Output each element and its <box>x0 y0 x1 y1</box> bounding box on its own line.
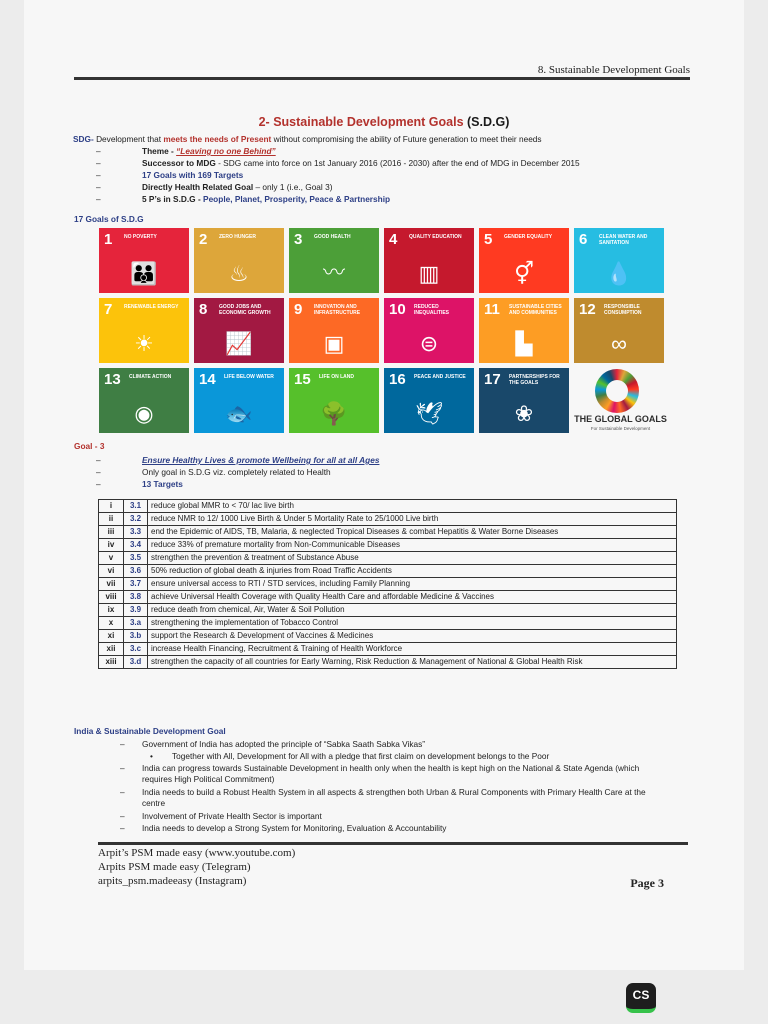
table-row <box>99 630 677 643</box>
sdg-tile-2 <box>194 228 284 293</box>
goals-heading: 17 Goals of S.D.G <box>74 214 144 224</box>
footer-telegram: Arpits PSM made easy (Telegram) <box>98 861 251 873</box>
goal3-heading: Goal - 3 <box>74 441 105 451</box>
tree-icon: 🌳 <box>320 401 348 426</box>
sdg-tile-7 <box>99 298 189 363</box>
target-number-cell: 3.9 <box>124 604 148 617</box>
growth-chart-icon: 📈 <box>225 331 253 356</box>
sdg-label: SDG- <box>73 134 94 144</box>
target-number-cell: 3.a <box>124 617 148 630</box>
india-point-3: India needs to build a Robust Health System in all aspects & strengthen both Urban & Rural Components with Primary Health Care at the centre <box>142 787 646 808</box>
target-number-cell: 3.4 <box>124 539 148 552</box>
sdg-tile-label: ZERO HUNGER <box>219 234 256 240</box>
sdg-tile-12 <box>574 298 664 363</box>
sdg-tile-number: 12 <box>579 301 596 318</box>
table-row <box>99 617 677 630</box>
roman-numeral-cell: viii <box>99 591 124 604</box>
title-main: 2- Sustainable Development Goals <box>258 115 464 129</box>
target-text-cell: achieve Universal Health Coverage with Quality Health Care and affordable Medicine & Vaccines <box>148 591 677 604</box>
dove-icon: 🕊 <box>415 401 443 426</box>
sdg-def-highlight: meets the needs of Present <box>163 134 272 144</box>
roman-numeral-cell: xiii <box>99 656 124 669</box>
goals-count-point: 17 Goals with 169 Targets <box>142 170 244 180</box>
sdg-tile-number: 10 <box>389 301 406 318</box>
sdg-tile-number: 7 <box>104 301 113 318</box>
camscanner-badge[interactable]: CS <box>626 983 656 1013</box>
goal3-point-3: 13 Targets <box>142 479 183 489</box>
target-text-cell: ensure universal access to RTI / STD services, including Family Planning <box>148 578 677 591</box>
sdg-tiles-grid <box>99 228 667 434</box>
table-row <box>99 591 677 604</box>
sdg-tile-label: CLIMATE ACTION <box>129 374 172 380</box>
sdg-tile-label: CLEAN WATER AND SANITATION <box>599 234 648 246</box>
footer-youtube: Arpit’s PSM made easy (www.youtube.com) <box>98 847 296 859</box>
equal-icon: ⊜ <box>419 331 439 356</box>
goal3-point-1: Ensure Healthy Lives & promote Wellbeing for all at all Ages <box>142 455 380 465</box>
sun-icon: ☀ <box>134 331 154 356</box>
page-title <box>0 115 768 129</box>
family-icon: 👪 <box>130 261 158 286</box>
theme-point: Theme - “Leaving no one Behind” <box>142 146 276 156</box>
bowl-icon: ♨ <box>229 261 249 286</box>
sdg-tile-number: 2 <box>199 231 208 248</box>
global-goals-title: THE GLOBAL GOALS <box>574 414 667 424</box>
sdg-tile-label: RENEWABLE ENERGY <box>124 304 179 310</box>
roman-numeral-cell: iii <box>99 526 124 539</box>
sdg-tile-number: 11 <box>484 301 500 318</box>
roman-numeral-cell: vi <box>99 565 124 578</box>
sdg-tile-label: INNOVATION AND INFRASTRUCTURE <box>314 304 361 316</box>
target-text-cell: end the Epidemic of AIDS, TB, Malaria, & neglected Tropical Diseases & combat Hepatitis & Water Borne Diseases <box>148 526 677 539</box>
sdg-tile-number: 5 <box>484 231 493 248</box>
footer-rule <box>98 842 688 845</box>
sdg-tile-10 <box>384 298 474 363</box>
target-number-cell: 3.6 <box>124 565 148 578</box>
roman-numeral-cell: ix <box>99 604 124 617</box>
page-number: Page 3 <box>630 876 664 890</box>
footer <box>98 846 295 888</box>
city-icon: ▙ <box>515 331 533 356</box>
sdg-tile-label: LIFE ON LAND <box>319 374 354 380</box>
target-text-cell: strengthening the implementation of Tobacco Control <box>148 617 677 630</box>
target-number-cell: 3.7 <box>124 578 148 591</box>
roman-numeral-cell: iv <box>99 539 124 552</box>
target-text-cell: strengthen the prevention & treatment of Substance Abuse <box>148 552 677 565</box>
target-number-cell: 3.b <box>124 630 148 643</box>
target-number-cell: 3.5 <box>124 552 148 565</box>
table-row <box>99 526 677 539</box>
sdg-tile-4 <box>384 228 474 293</box>
health-goal-point: Directly Health Related Goal – only 1 (i.e., Goal 3) <box>142 182 333 192</box>
global-goals-sub: For Sustainable Development <box>590 426 651 431</box>
target-text-cell: reduce 33% of premature mortality from Non-Communicable Diseases <box>148 539 677 552</box>
table-row <box>99 656 677 669</box>
water-drop-icon: 💧 <box>605 261 633 286</box>
sdg-definition <box>73 134 648 145</box>
target-text-cell: increase Health Financing, Recruitment & Training of Health Workforce <box>148 643 677 656</box>
footer-instagram: arpits_psm.madeeasy (Instagram) <box>98 875 247 887</box>
roman-numeral-cell: x <box>99 617 124 630</box>
table-row <box>99 552 677 565</box>
sdg-tile-number: 9 <box>294 301 303 318</box>
sdg-tile-6 <box>574 228 664 293</box>
table-row <box>99 513 677 526</box>
sdg-tile-5 <box>479 228 569 293</box>
sdg-tile-label: RESPONSIBLE CONSUMPTION <box>604 304 642 316</box>
target-number-cell: 3.3 <box>124 526 148 539</box>
gender-icon: ⚥ <box>514 261 534 286</box>
roman-numeral-cell: v <box>99 552 124 565</box>
chapter-header: 8. Sustainable Development Goals <box>537 64 690 76</box>
table-row <box>99 500 677 513</box>
book-icon: ▥ <box>418 261 440 286</box>
sdg-tile-number: 14 <box>199 371 216 388</box>
sdg-tile-13 <box>99 368 189 433</box>
sdg-tile-15 <box>289 368 379 433</box>
table-row <box>99 604 677 617</box>
roman-numeral-cell: i <box>99 500 124 513</box>
target-text-cell: 50% reduction of global death & injuries from Road Traffic Accidents <box>148 565 677 578</box>
goal3-point-2: Only goal in S.D.G viz. completely related to Health <box>142 467 331 477</box>
sdg-tile-label: PEACE AND JUSTICE <box>414 374 466 380</box>
sdg-tile-number: 13 <box>104 371 121 388</box>
sdg-def-text-1: Development that <box>96 134 162 144</box>
sdg-tile-16 <box>384 368 474 433</box>
sdg-tile-label: LIFE BELOW WATER <box>224 374 274 380</box>
roman-numeral-cell: xii <box>99 643 124 656</box>
global-goals-logo <box>573 369 668 434</box>
sdg-tile-label: PARTNERSHIPS FOR THE GOALS <box>509 374 560 386</box>
india-point-1a: Together with All, Development for All with a pledge that first claim on development belongs to the Poor <box>172 751 550 761</box>
sdg-tile-label: SUSTAINABLE CITIES AND COMMUNITIES <box>509 304 562 316</box>
sdg-def-text-2: without compromising the ability of Future generation to meet their needs <box>273 134 542 144</box>
india-point-1: Government of India has adopted the principle of “Sabka Saath Sabka Vikas” <box>142 739 426 749</box>
title-abbr: (S.D.G) <box>467 115 510 129</box>
heartbeat-icon: 〰 <box>322 260 345 285</box>
sdg-tile-label: GOOD HEALTH <box>314 234 351 240</box>
successor-point: Successor to MDG - SDG came into force on 1st January 2016 (2016 - 2030) after the end of MDG in December 2015 <box>142 158 580 168</box>
infinity-icon: ∞ <box>611 331 627 356</box>
sdg-tile-3 <box>289 228 379 293</box>
sdg-tile-number: 4 <box>389 231 398 248</box>
target-number-cell: 3.c <box>124 643 148 656</box>
target-text-cell: reduce NMR to 12/ 1000 Live Birth & Under 5 Mortality Rate to 25/1000 Live birth <box>148 513 677 526</box>
sdg-tile-14 <box>194 368 284 433</box>
india-point-2: India can progress towards Sustainable Development in health only when the health is kept high on the National & State Agenda (which requires High Political Commitment) <box>142 763 640 784</box>
india-point-5: India needs to develop a Strong System for Monitoring, Evaluation & Accountability <box>142 823 447 833</box>
roman-numeral-cell: vii <box>99 578 124 591</box>
sdg-tile-number: 17 <box>484 371 501 388</box>
sdg-tile-17 <box>479 368 569 433</box>
target-number-cell: 3.d <box>124 656 148 669</box>
table-row <box>99 643 677 656</box>
table-row <box>99 539 677 552</box>
roman-numeral-cell: ii <box>99 513 124 526</box>
sdg-tile-number: 1 <box>104 231 113 248</box>
sdg-tile-1 <box>99 228 189 293</box>
india-heading: India & Sustainable Development Goal <box>74 726 226 736</box>
sdg-tile-11 <box>479 298 569 363</box>
sdg-tile-number: 6 <box>579 231 588 248</box>
sdg-tile-9 <box>289 298 379 363</box>
sdg-tile-number: 8 <box>199 301 208 318</box>
target-text-cell: strengthen the capacity of all countries for Early Warning, Risk Reduction & Management of National & Global Health Risk <box>148 656 677 669</box>
target-number-cell: 3.2 <box>124 513 148 526</box>
sdg-tile-label: GOOD JOBS AND ECONOMIC GROWTH <box>219 304 271 316</box>
fish-icon: 🐟 <box>225 401 253 426</box>
header-rule <box>74 77 690 80</box>
eye-globe-icon: ◉ <box>134 401 154 426</box>
five-ps-point: 5 P’s in S.D.G - People, Planet, Prosperity, Peace & Partnership <box>142 194 391 204</box>
sdg-tile-label: GENDER EQUALITY <box>504 234 553 240</box>
roman-numeral-cell: xi <box>99 630 124 643</box>
sdg-tile-number: 15 <box>294 371 311 388</box>
goal3-targets-table <box>98 499 677 669</box>
sdg-tile-label: QUALITY EDUCATION <box>409 234 462 240</box>
sdg-tile-number: 16 <box>389 371 406 388</box>
target-number-cell: 3.1 <box>124 500 148 513</box>
table-row <box>99 565 677 578</box>
target-text-cell: reduce global MMR to < 70/ lac live birth <box>148 500 677 513</box>
sdg-tile-label: NO POVERTY <box>124 234 157 240</box>
cubes-icon: ▣ <box>323 331 345 356</box>
target-text-cell: reduce death from chemical, Air, Water & Soil Pollution <box>148 604 677 617</box>
sdg-tile-label: REDUCED INEQUALITIES <box>414 304 450 316</box>
sdg-tile-8 <box>194 298 284 363</box>
india-point-4: Involvement of Private Health Sector is important <box>142 811 322 821</box>
sdg-tile-number: 3 <box>294 231 303 248</box>
rings-icon: ❀ <box>514 401 534 426</box>
target-text-cell: support the Research & Development of Vaccines & Medicines <box>148 630 677 643</box>
table-row <box>99 578 677 591</box>
target-number-cell: 3.8 <box>124 591 148 604</box>
